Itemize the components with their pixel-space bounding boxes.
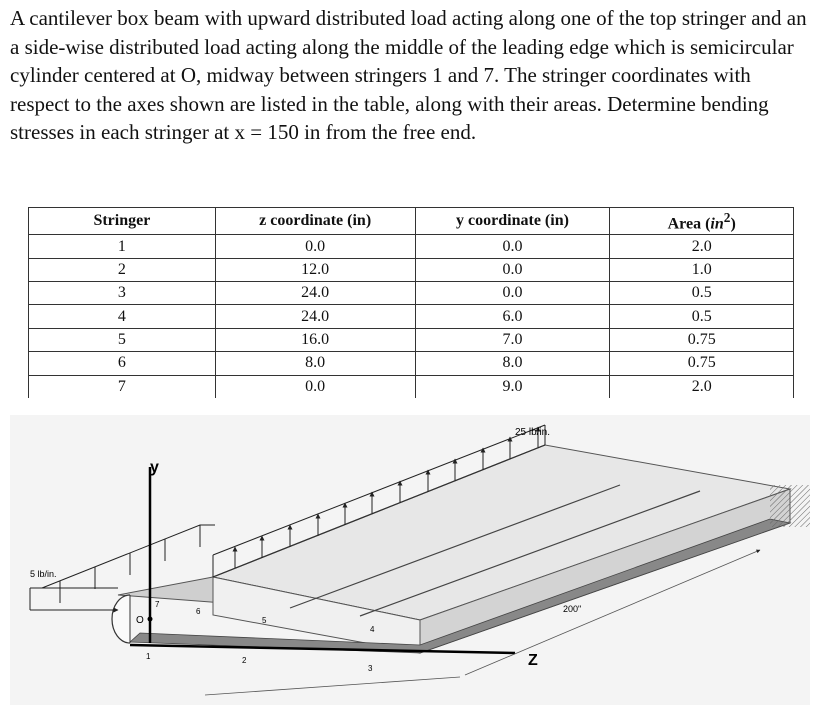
cell-z: 24.0 xyxy=(215,282,415,305)
table-row xyxy=(29,258,794,281)
header-z-coordinate: z coordinate (in) xyxy=(215,208,415,235)
cell-y: 8.0 xyxy=(415,352,610,375)
table-row xyxy=(29,305,794,328)
cell-stringer: 3 xyxy=(29,282,216,305)
table-row xyxy=(29,235,794,258)
cell-stringer: 2 xyxy=(29,258,216,281)
header-y-coordinate: y coordinate (in) xyxy=(415,208,610,235)
area-prefix: Area ( xyxy=(667,215,711,233)
cell-stringer: 1 xyxy=(29,235,216,258)
table-row xyxy=(29,282,794,305)
table-row xyxy=(29,352,794,375)
cell-area: 0.75 xyxy=(610,352,794,375)
label-z-axis: Z xyxy=(528,652,538,669)
stringer-label-5: 5 xyxy=(262,616,267,625)
cell-y: 0.0 xyxy=(415,282,610,305)
cell-y: 6.0 xyxy=(415,305,610,328)
cell-area: 2.0 xyxy=(610,235,794,258)
table-row xyxy=(29,328,794,351)
label-y-axis: y xyxy=(150,459,159,476)
cell-z: 0.0 xyxy=(215,375,415,398)
label-span-length: 200" xyxy=(563,604,582,614)
cell-y: 7.0 xyxy=(415,328,610,351)
label-origin: O xyxy=(136,615,144,626)
cell-y: 9.0 xyxy=(415,375,610,398)
cell-area: 0.5 xyxy=(610,305,794,328)
stringer-label-3: 3 xyxy=(368,664,373,673)
header-stringer: Stringer xyxy=(29,208,216,235)
cell-stringer: 7 xyxy=(29,375,216,398)
label-top-load: 25 lb/in. xyxy=(515,427,551,438)
stringer-label-7: 7 xyxy=(155,600,160,609)
cell-z: 0.0 xyxy=(215,235,415,258)
cell-z: 16.0 xyxy=(215,328,415,351)
cell-stringer: 6 xyxy=(29,352,216,375)
stringer-label-1: 1 xyxy=(146,652,151,661)
cell-y: 0.0 xyxy=(415,258,610,281)
fixed-wall xyxy=(770,485,810,527)
label-side-load: 5 lb/in. xyxy=(30,569,57,579)
area-suffix: ) xyxy=(730,215,736,233)
cell-y: 0.0 xyxy=(415,235,610,258)
area-unit: in xyxy=(710,215,724,233)
area-exponent: 2 xyxy=(723,210,731,225)
cell-z: 24.0 xyxy=(215,305,415,328)
header-area xyxy=(610,208,794,235)
cell-area: 0.75 xyxy=(610,328,794,351)
table-row xyxy=(29,375,794,398)
cell-area: 0.5 xyxy=(610,282,794,305)
cell-stringer: 5 xyxy=(29,328,216,351)
table-header-row xyxy=(29,208,794,235)
problem-statement: A cantilever box beam with upward distributed load acting along one of the top stringer and an a side-wise distributed load acting along the middle of the leading edge which is semicircular cylinder centered at O, midway between stringers 1 and 7. The stringer coordinates with respect to the axes shown are listed in the table, along with their areas. Determine bending stresses in each stringer at x = 150 in from the free end. xyxy=(10,6,807,144)
stringer-label-4: 4 xyxy=(370,625,375,634)
cell-z: 8.0 xyxy=(215,352,415,375)
origin-point xyxy=(148,617,153,622)
cell-z: 12.0 xyxy=(215,258,415,281)
box-beam-figure xyxy=(0,405,817,710)
stringer-table xyxy=(28,207,794,398)
stringer-label-2: 2 xyxy=(242,656,247,665)
stringer-label-6: 6 xyxy=(196,607,201,616)
cell-area: 2.0 xyxy=(610,375,794,398)
cell-stringer: 4 xyxy=(29,305,216,328)
cell-area: 1.0 xyxy=(610,258,794,281)
